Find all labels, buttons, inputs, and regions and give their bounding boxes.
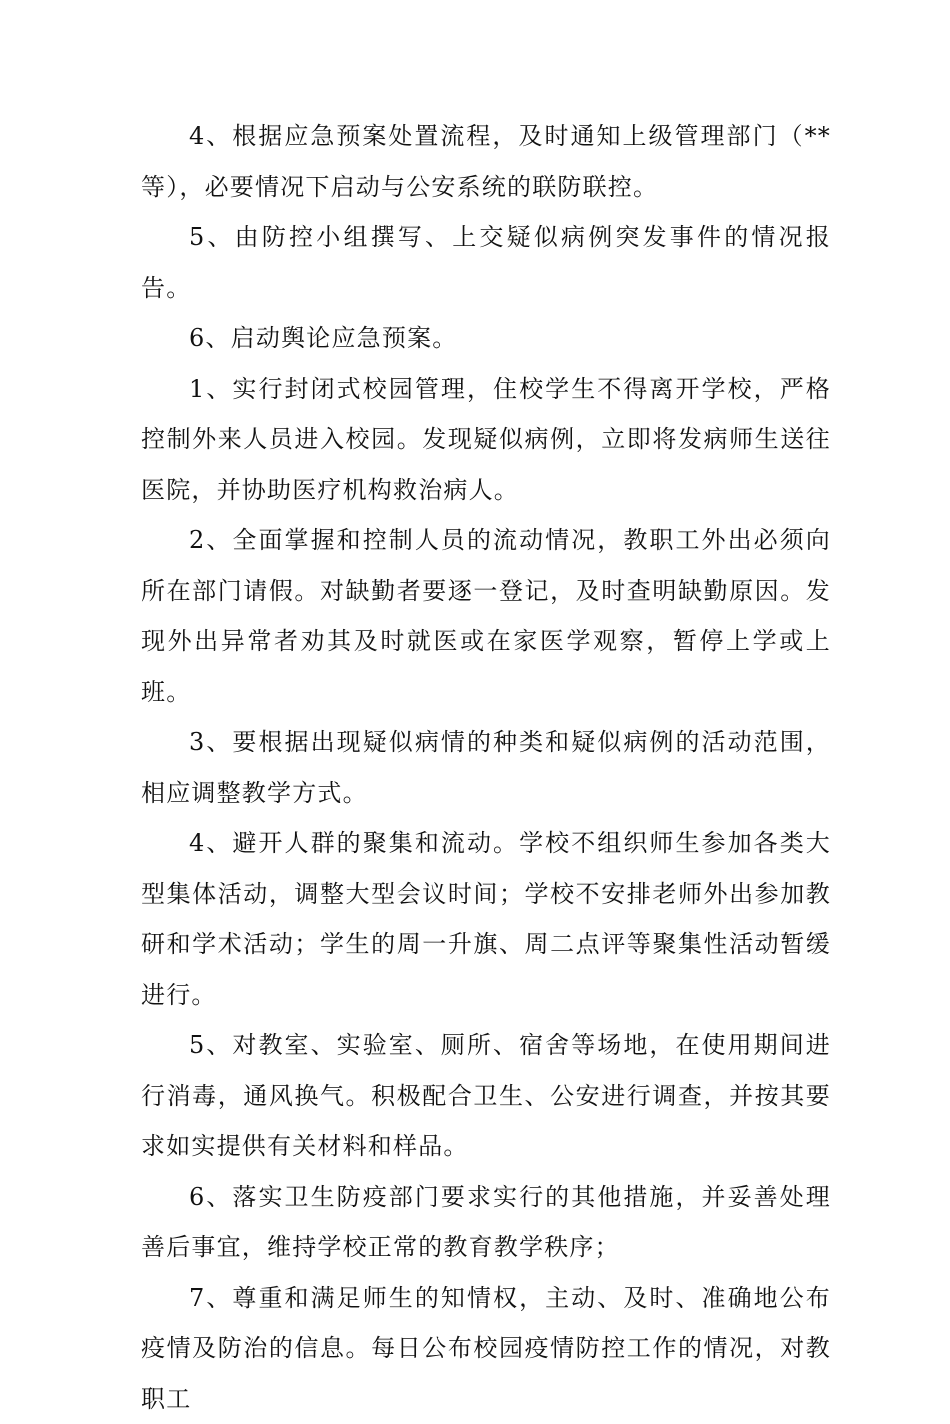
paragraph-avoid-gatherings: 4、避开人群的聚集和流动。学校不组织师生参加各类大型集体活动，调整大型会议时间；学校不安排老师外出参加教研和学术活动；学生的周一升旗、周二点评等聚集性活动暂缓进行。 bbox=[141, 818, 831, 1020]
paragraph-information-disclosure: 7、尊重和满足师生的知情权，主动、及时、准确地公布疫情及防治的信息。每日公布校园疫情防控工作的情况，对教职工 bbox=[141, 1273, 831, 1424]
paragraph-other-measures: 6、落实卫生防疫部门要求实行的其他措施，并妥善处理善后事宜，维持学校正常的教育教学秩序； bbox=[141, 1172, 831, 1273]
paragraph-teaching-adjustment: 3、要根据出现疑似病情的种类和疑似病例的活动范围，相应调整教学方式。 bbox=[141, 717, 831, 818]
document-body bbox=[141, 111, 831, 1424]
paragraph-personnel-movement: 2、全面掌握和控制人员的流动情况，教职工外出必须向所在部门请假。对缺勤者要逐一登记，及时查明缺勤原因。发现外出异常者劝其及时就医或在家医学观察，暂停上学或上班。 bbox=[141, 515, 831, 717]
paragraph-notify-superiors: 4、根据应急预案处置流程，及时通知上级管理部门（**等），必要情况下启动与公安系统的联防联控。 bbox=[141, 111, 831, 212]
paragraph-disinfection: 5、对教室、实验室、厕所、宿舍等场地，在使用期间进行消毒，通风换气。积极配合卫生、公安进行调查，并按其要求如实提供有关材料和样品。 bbox=[141, 1020, 831, 1172]
paragraph-incident-report: 5、由防控小组撰写、上交疑似病例突发事件的情况报告。 bbox=[141, 212, 831, 313]
paragraph-closed-campus: 1、实行封闭式校园管理，住校学生不得离开学校，严格控制外来人员进入校园。发现疑似病例，立即将发病师生送往医院，并协助医疗机构救治病人。 bbox=[141, 364, 831, 516]
paragraph-public-opinion-plan: 6、启动舆论应急预案。 bbox=[141, 313, 831, 364]
